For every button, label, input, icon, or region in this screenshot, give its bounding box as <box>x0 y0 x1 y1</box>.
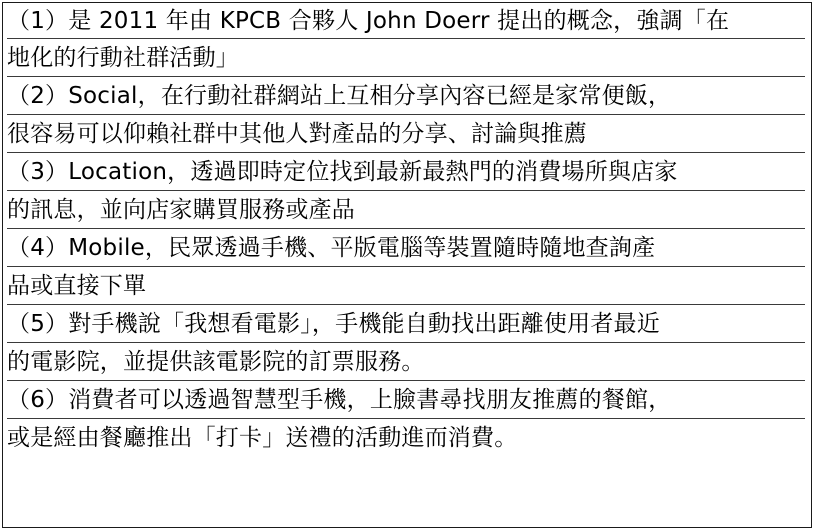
item-4-text-line-2: 品或直接下單 <box>7 273 147 299</box>
item-6-number: （6） <box>7 387 69 413</box>
item-1-text-line-2: 地化的行動社群活動」 <box>7 45 239 71</box>
item-5-line-2 <box>7 343 805 381</box>
item-2-text-line-2: 很容易可以仰賴社群中其他人對產品的分享、討論與推薦 <box>7 121 587 147</box>
item-5-line-1 <box>7 305 805 343</box>
item-6-line-2 <box>7 419 805 457</box>
item-1-line-1 <box>7 3 805 39</box>
item-3-text-line-1: Location，透過即時定位找到最新最熱門的消費場所與店家 <box>68 159 678 185</box>
item-6-text-line-1: 消費者可以透過智慧型手機，上臉書尋找朋友推薦的餐館， <box>68 387 672 413</box>
item-5-number: （5） <box>7 311 69 337</box>
item-3-text-line-2: 的訊息，並向店家購買服務或產品 <box>7 197 355 223</box>
item-4-number: （4） <box>7 235 69 261</box>
item-2-line-1 <box>7 77 805 115</box>
item-4-line-2 <box>7 267 805 305</box>
item-5-text-line-2: 的電影院，並提供該電影院的訂票服務。 <box>7 349 425 375</box>
item-2-line-2 <box>7 115 805 153</box>
item-4-line-1 <box>7 229 805 267</box>
item-1-text-line-1: 是 2011 年由 KPCB 合夥人 John Doerr 提出的概念，強調「在 <box>68 8 730 34</box>
item-3-line-2 <box>7 191 805 229</box>
text-panel <box>2 2 812 528</box>
item-6-line-1 <box>7 381 805 419</box>
item-6-text-line-2: 或是經由餐廳推出「打卡」送禮的活動進而消費。 <box>7 425 518 451</box>
item-4-text-line-1: Mobile，民眾透過手機、平版電腦等裝置隨時隨地查詢產 <box>68 235 656 261</box>
item-2-text-line-1: Social，在行動社群網站上互相分享內容已經是家常便飯， <box>68 83 672 109</box>
item-3-number: （3） <box>7 159 69 185</box>
item-1-line-2 <box>7 39 805 77</box>
item-1-number: （1） <box>7 8 69 34</box>
item-5-text-line-1: 對手機說「我想看電影」，手機能自動找出距離使用者最近 <box>68 311 660 337</box>
item-3-line-1 <box>7 153 805 191</box>
item-2-number: （2） <box>7 83 69 109</box>
